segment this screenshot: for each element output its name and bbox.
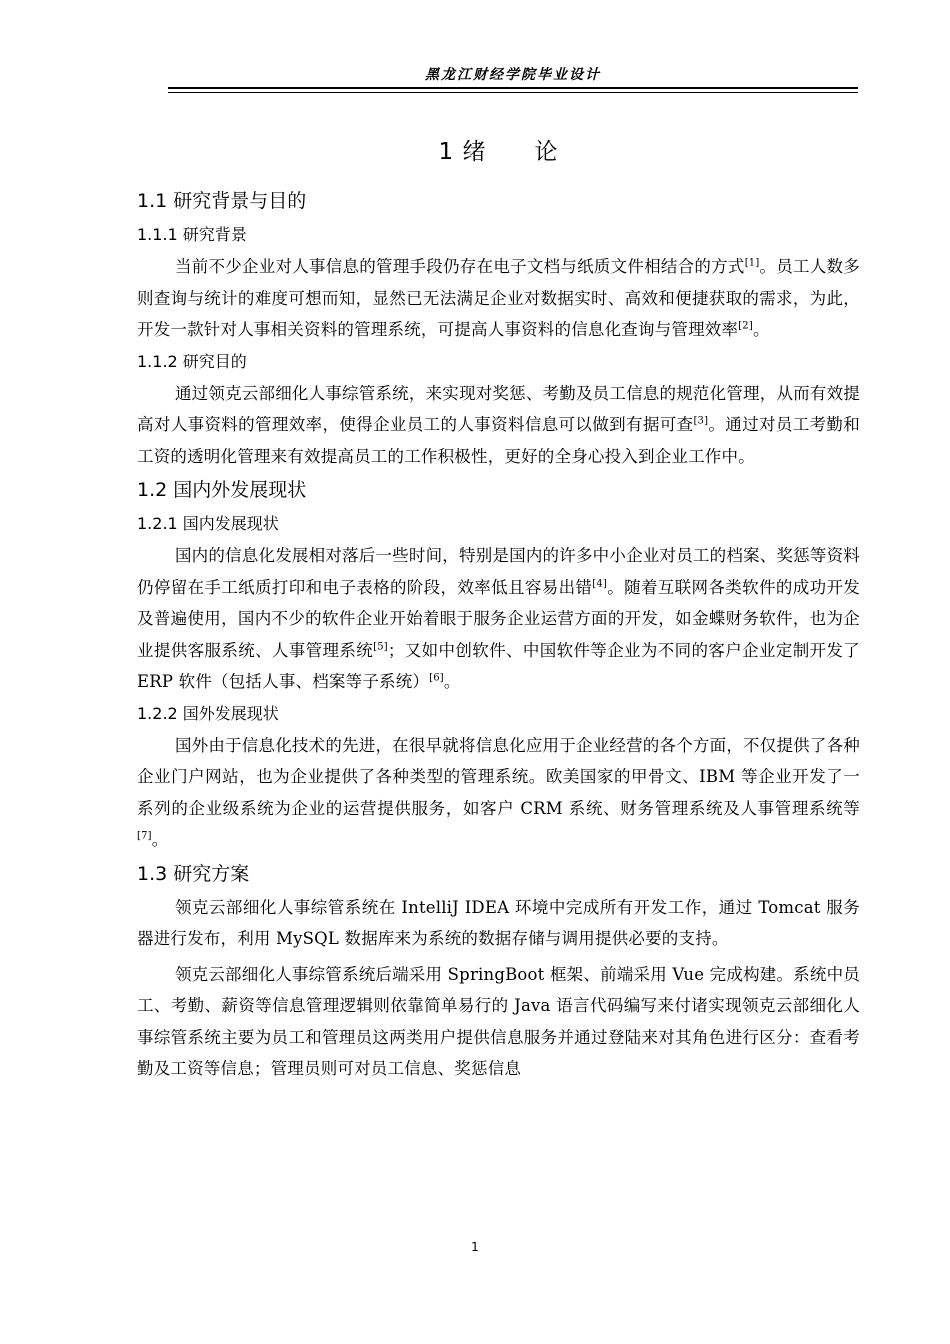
citation: [7] <box>137 830 152 842</box>
header-rule-thick <box>168 87 858 89</box>
paragraph-text: 。 <box>752 320 770 339</box>
paragraph-research-background <box>137 251 860 346</box>
paragraph-research-purpose <box>137 378 860 473</box>
page-number: 1 <box>471 1240 479 1254</box>
paragraph-domestic-status <box>137 540 860 698</box>
paragraph-text: ；又如中创软件、中国软件等企业为不同的客户企业定制开发了 ERP 软件（包括人事、档案等子系统） <box>137 640 860 691</box>
chapter-title: 1 绪 论 <box>438 139 559 165</box>
citation: [3] <box>693 415 709 427</box>
running-header: 黑龙江财经学院毕业设计 <box>425 67 601 83</box>
paragraph-text: 。随着互联网各类软件的成功开发及普遍使用，国内不少的软件企业开始着眼于服务企业运营方面的开发，如金蝶财务软件，也为企业提供客服系统、人事管理系统 <box>137 577 861 660</box>
section-heading-1-1: 1.1 研究背景与目的 <box>137 190 307 212</box>
paragraph-text: 当前不少企业对人事信息的管理手段仍存在电子文档与纸质文件相结合的方式 <box>174 257 745 276</box>
header-rule-thin <box>168 92 858 93</box>
section-heading-1-1-2: 1.1.2 研究目的 <box>137 351 247 371</box>
paragraph-research-plan-1: 领克云部细化人事综管系统在 IntelliJ IDEA 环境中完成所有开发工作，通过 Tomcat 服务器进行发布，利用 MySQL 数据库来为系统的数据存储与调用提供必要的支持。 <box>137 897 860 948</box>
citation: [2] <box>738 320 753 332</box>
body-text <box>137 183 860 1085</box>
citation: [6] <box>429 672 444 684</box>
paragraph-text: 。 <box>151 830 169 849</box>
paragraph-foreign-status <box>137 730 860 856</box>
paragraph-research-plan-2: 领克云部细化人事综管系统后端采用 SpringBoot 框架、前端采用 Vue 完成构建。系统中员工、考勤、薪资等信息管理逻辑则依靠简单易行的 Java 语言代码编写来付诸实现领克云部细化人事综管系统主要为员工和管理员这两类用户提供信息服务并通过登陆来对其角色进行区分：查看考勤及工资等信息；管理员则可对员工信息、奖惩信息 <box>137 964 860 1078</box>
paragraph-text: 通过领克云部细化人事综管系统，来实现对奖惩、考勤及员工信息的规范化管理，从而有效提高对人事资料的管理效率，使得企业员工的人事资料信息可以做到有据可查 <box>137 383 860 434</box>
section-heading-1-2-2: 1.2.2 国外发展现状 <box>137 703 279 723</box>
section-heading-1-3: 1.3 研究方案 <box>137 862 250 885</box>
paragraph-text: 。员工人数多则查询与统计的难度可想而知，显然已无法满足企业对数据实时、高效和便捷获取的需求，为此，开发一款针对人事相关资料的管理系统，可提高人事资料的信息化查询与管理效率 <box>137 257 860 339</box>
section-heading-1-1-1: 1.1.1 研究背景 <box>137 225 247 244</box>
paragraph-text: 。 <box>443 672 461 691</box>
paragraph-text: 国外由于信息化技术的先进，在很早就将信息化应用于企业经营的各个方面，不仅提供了各种企业门户网站，也为企业提供了各种类型的管理系统。欧美国家的甲骨文、IBM 等企业开发了一系列的企业级系统为企业的运营提供服务，如客户 CRM 系统、财务管理系统及人事管理系统等 <box>137 735 860 818</box>
citation: [5] <box>373 641 388 652</box>
section-heading-1-2: 1.2 国内外发展现状 <box>137 479 307 501</box>
section-heading-1-2-1: 1.2.1 国内发展现状 <box>137 514 279 533</box>
citation: [4] <box>592 578 608 589</box>
citation: [1] <box>744 257 760 269</box>
paragraph-text: 国内的信息化发展相对落后一些时间，特别是国内的许多中小企业对员工的档案、奖惩等资料仍停留在手工纸质打印和电子表格的阶段，效率低且容易出错 <box>137 546 860 597</box>
paragraph-text: 。通过对员工考勤和工资的透明化管理来有效提高员工的工作积极性，更好的全身心投入到企业工作中。 <box>137 415 860 466</box>
